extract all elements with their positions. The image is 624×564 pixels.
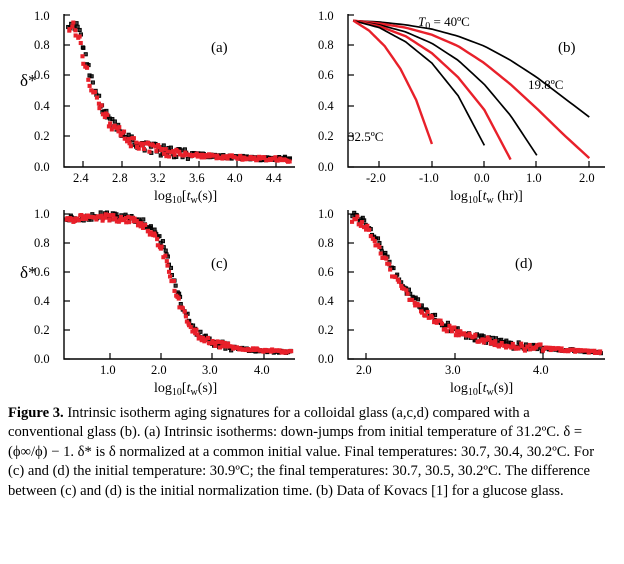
panel-a-datapoints bbox=[67, 21, 292, 163]
panel-a-ytick-3: 0.6 bbox=[34, 68, 50, 82]
panel-b-xtick-4: 2.0 bbox=[579, 171, 595, 185]
panel-d-label: (d) bbox=[515, 256, 533, 272]
panel-d-xtick-0: 2.0 bbox=[356, 363, 372, 377]
panel-b-label: (b) bbox=[558, 40, 576, 56]
panel-b-annot-198: 19.8ºC bbox=[528, 77, 564, 92]
panel-a-ytick-4: 0.8 bbox=[34, 38, 50, 52]
panel-d bbox=[300, 196, 620, 396]
panel-b-ytick-4: 0.8 bbox=[318, 38, 334, 52]
panel-a-xtick-5: 4.4 bbox=[266, 171, 282, 185]
panel-b-xtick-1: -1.0 bbox=[419, 171, 439, 185]
panel-b-ytick-0: 0.0 bbox=[318, 160, 334, 174]
panel-c-ytick-2: 0.4 bbox=[34, 294, 50, 308]
panel-a-ytick-0: 0.0 bbox=[34, 160, 50, 174]
panel-d-xtick-2: 4.0 bbox=[533, 363, 549, 377]
panel-d-ytick-2: 0.4 bbox=[318, 294, 334, 308]
panel-c-ytick-1: 0.2 bbox=[34, 323, 50, 337]
panel-a-xtick-1: 2.8 bbox=[112, 171, 128, 185]
panel-c-ytick-3: 0.6 bbox=[34, 265, 50, 279]
panel-a-ytick-5: 1.0 bbox=[34, 9, 50, 23]
figure-caption bbox=[8, 404, 608, 501]
panel-b-xtick-3: 1.0 bbox=[526, 171, 542, 185]
panel-c-xtick-3: 4.0 bbox=[254, 363, 270, 377]
panel-b-xtick-0: -2.0 bbox=[366, 171, 386, 185]
panel-b-curves bbox=[353, 21, 589, 160]
panel-a bbox=[6, 4, 306, 204]
panel-c-label: (c) bbox=[211, 256, 228, 272]
panel-b-ytick-5: 1.0 bbox=[318, 9, 334, 23]
panel-b-xtick-2: 0.0 bbox=[474, 171, 490, 185]
panel-a-ytick-2: 0.4 bbox=[34, 99, 50, 113]
panel-d-ytick-0: 0.0 bbox=[318, 352, 334, 366]
panel-d-ytick-4: 0.8 bbox=[318, 236, 334, 250]
panel-c-datapoints bbox=[65, 211, 293, 355]
panel-b-annot-T0: $T_0$ = 40ºC bbox=[418, 14, 470, 32]
panel-a-xtick-4: 4.0 bbox=[227, 171, 243, 185]
panel-c-xtick-2: 3.0 bbox=[202, 363, 218, 377]
panel-a-label: (a) bbox=[211, 40, 228, 56]
panel-d-datapoints bbox=[350, 211, 602, 355]
panel-c-ytick-4: 0.8 bbox=[34, 236, 50, 250]
panel-d-xlabel: $\log_{10}[t_w(s)]$ bbox=[450, 381, 514, 396]
panel-c-ytick-0: 0.0 bbox=[34, 352, 50, 366]
panel-a-xtick-0: 2.4 bbox=[73, 171, 89, 185]
panel-a-xlabel: $\log_{10}[t_w(s)]$ bbox=[154, 189, 218, 204]
panel-b-ytick-1: 0.2 bbox=[318, 129, 334, 143]
panel-b bbox=[300, 4, 620, 204]
panel-c-ytick-5: 1.0 bbox=[34, 207, 50, 221]
panel-a-xtick-3: 3.6 bbox=[189, 171, 205, 185]
panel-a-ylabel: δ* bbox=[20, 71, 37, 90]
panel-c-ylabel: δ* bbox=[20, 263, 37, 282]
panel-c-xtick-0: 1.0 bbox=[100, 363, 116, 377]
panel-b-ytick-3: 0.6 bbox=[318, 68, 334, 82]
panel-c-xtick-1: 2.0 bbox=[151, 363, 167, 377]
panel-d-ytick-1: 0.2 bbox=[318, 323, 334, 337]
panel-c bbox=[6, 196, 306, 396]
panel-b-ytick-2: 0.4 bbox=[318, 99, 334, 113]
panel-d-ytick-3: 0.6 bbox=[318, 265, 334, 279]
panel-b-annot-325: 32.5ºC bbox=[348, 129, 384, 144]
panel-d-xtick-1: 3.0 bbox=[445, 363, 461, 377]
caption-label: Figure 3. bbox=[8, 405, 64, 421]
panel-a-xtick-2: 3.2 bbox=[150, 171, 166, 185]
panel-d-ytick-5: 1.0 bbox=[318, 207, 334, 221]
panel-c-xlabel: $\log_{10}[t_w(s)]$ bbox=[154, 381, 218, 396]
panel-b-xlabel: $\log_{10}[t_w$ (hr)] bbox=[450, 189, 523, 204]
caption-body: Intrinsic isotherm aging signatures for a colloidal glass (a,c,d) compared with a conventional glass (b). (a) Intrinsic isotherms: down-jumps from initial temperature of 31.2ºC. δ = (ϕ∞/ϕ) − 1. δ* is δ normalized at a common initial value. Final temperatures: 30.7, 30.4, 30.2ºC. For (c) and (d) the initial temperature: 30.9ºC; the final temperatures: 30.7, 30.5, 30.2ºC. The difference between (c) and (d) is the initial normalization time. (b) Data of Kovacs [1] for a glucose glass. bbox=[8, 405, 595, 499]
panel-a-ytick-1: 0.2 bbox=[34, 129, 50, 143]
